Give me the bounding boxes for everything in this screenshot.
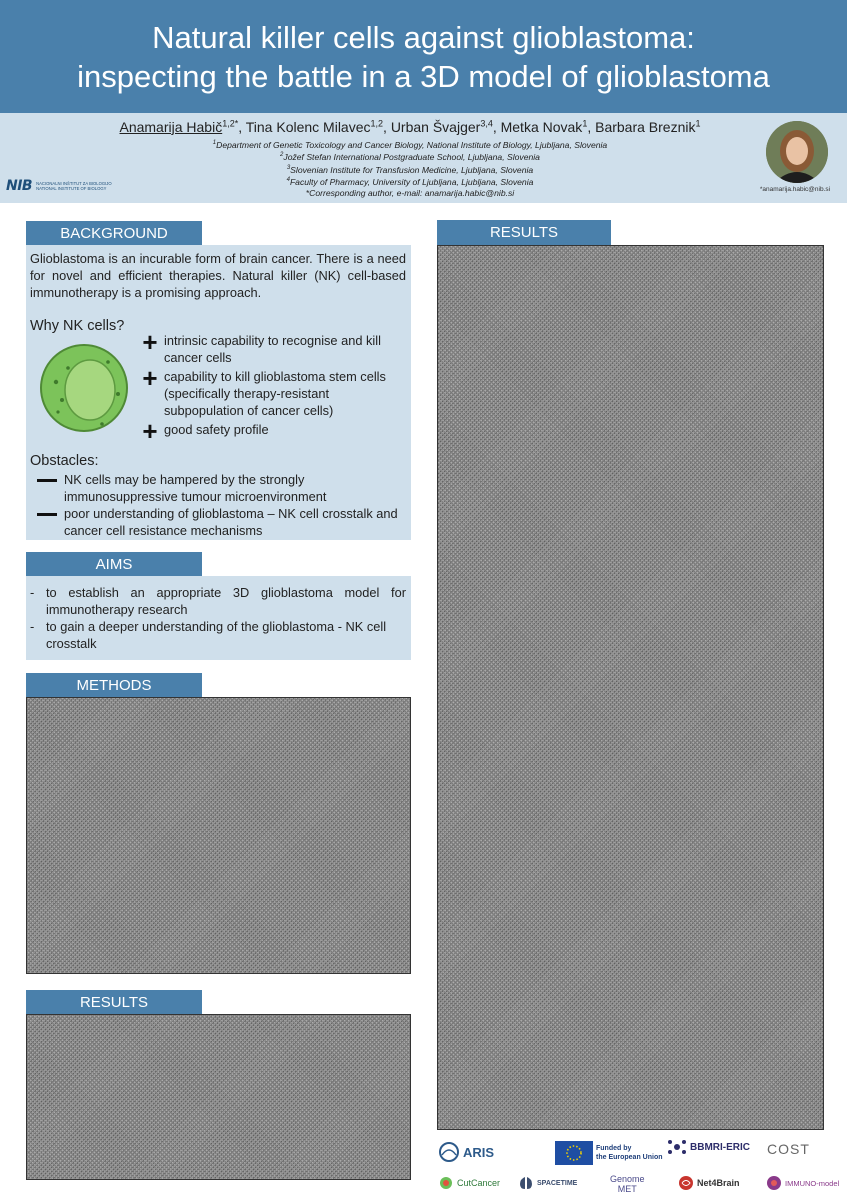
aris-icon	[438, 1141, 460, 1163]
results-right-header: RESULTS	[437, 220, 611, 245]
immuno-model-logo: IMMUNO-model	[766, 1175, 839, 1191]
author-5: Barbara Breznik$^1$	[595, 118, 701, 135]
genomemet-logo: Genome MET	[610, 1174, 645, 1194]
spacetime-logo: SPACETIME	[518, 1175, 577, 1191]
methods-header: METHODS	[26, 673, 202, 697]
advantage-item: + good safety profile	[136, 421, 411, 441]
nib-logo-line-1: NACIONALNI INŠTITUT ZA BIOLOGIJO	[36, 181, 112, 186]
cutcancer-logo: CutCancer	[438, 1175, 500, 1191]
bbmri-logo: BBMRI-ERIC	[667, 1137, 750, 1157]
author-list	[70, 118, 750, 135]
why-nk-title: Why NK cells?	[30, 318, 125, 334]
minus-icon	[30, 471, 64, 482]
background-intro: Glioblastoma is an incurable form of brain cancer. There is a need for novel and efficient therapies. Natural killer (NK) cell-based immunotherapy is a promising approach.	[30, 251, 406, 300]
results-left-header: RESULTS	[26, 990, 202, 1014]
obstacle-item: poor understanding of glioblastoma – NK cell crosstalk and cancer cell resistance mechanisms	[30, 505, 400, 539]
affiliation-2: $^2$Jožef Stefan International Postgraduate School, Ljubljana, Slovenia	[280, 152, 540, 163]
advantage-item: + capability to kill glioblastoma stem cells (specifically therapy-resistant subpopulation of cancer cells)	[136, 368, 411, 419]
author-1: Anamarija Habič$^{1,2*}$,	[119, 118, 246, 135]
aim-item: - to establish an appropriate 3D glioblastoma model for immunotherapy research	[30, 585, 406, 617]
aims-list	[30, 584, 406, 652]
eu-logo: Funded by the European Union	[555, 1141, 663, 1165]
corresponding-author: *Corresponding author, e-mail: anamarija.habic@nib.si	[305, 187, 515, 198]
methods-figure	[26, 697, 411, 974]
minus-icon	[30, 505, 64, 516]
title-banner	[0, 0, 847, 113]
aris-logo: ARIS	[438, 1141, 494, 1163]
aim-item: - to gain a deeper understanding of the glioblastoma - NK cell crosstalk	[30, 619, 387, 651]
plus-icon: +	[142, 327, 158, 357]
aims-header: AIMS	[26, 552, 202, 576]
author-2: Tina Kolenc Milavec$^{1,2}$,	[245, 118, 391, 135]
cutcancer-icon	[438, 1175, 454, 1191]
plus-icon: +	[142, 416, 158, 446]
photo-caption: *anamarija.habic@nib.si	[759, 186, 831, 193]
cost-logo: COST	[767, 1141, 810, 1157]
affiliation-1: $^1$Department of Genetic Toxicology and Cancer Biology, National Institute of Biology, Ljubljana, Slovenia	[212, 139, 608, 150]
results-left-figure	[26, 1014, 411, 1180]
nib-logo-mark: NIB	[6, 178, 33, 194]
advantage-item: + intrinsic capability to recognise and kill cancer cells	[136, 332, 411, 366]
nk-cell-illustration	[38, 342, 130, 439]
brain-icon	[678, 1175, 694, 1191]
obstacles-title: Obstacles:	[30, 453, 99, 469]
eu-flag-icon	[555, 1141, 593, 1165]
nib-logo	[6, 178, 126, 194]
obstacles-list	[30, 471, 400, 539]
immuno-icon	[766, 1175, 782, 1191]
title-line-1: Natural killer cells against glioblastoma:	[152, 19, 695, 55]
title-line-2: inspecting the battle in a 3D model of glioblastoma	[77, 58, 770, 94]
advantages-list	[136, 327, 411, 446]
lungs-icon	[518, 1175, 534, 1191]
author-photo	[766, 121, 828, 183]
results-right-figure	[437, 245, 824, 1130]
affiliation-4: $^4$Faculty of Pharmacy, University of Ljubljana, Ljubljana, Slovenia	[286, 177, 534, 188]
net4brain-logo: Net4Brain	[678, 1175, 740, 1191]
nib-logo-line-2: NATIONAL INSTITUTE OF BIOLOGY	[36, 186, 107, 191]
affiliation-3: $^3$Slovenian Institute for Transfusion Medicine, Ljubljana, Slovenia	[286, 164, 534, 175]
background-header: BACKGROUND	[26, 221, 202, 245]
author-4: Metka Novak$^1$,	[500, 118, 596, 135]
affiliations	[130, 138, 690, 198]
obstacle-item: NK cells may be hampered by the strongly immunosuppressive tumour microenvironment	[30, 471, 400, 505]
plus-icon: +	[142, 363, 158, 393]
author-3: Urban Švajger$^{3,4}$,	[390, 118, 501, 135]
bbmri-icon	[667, 1137, 687, 1157]
